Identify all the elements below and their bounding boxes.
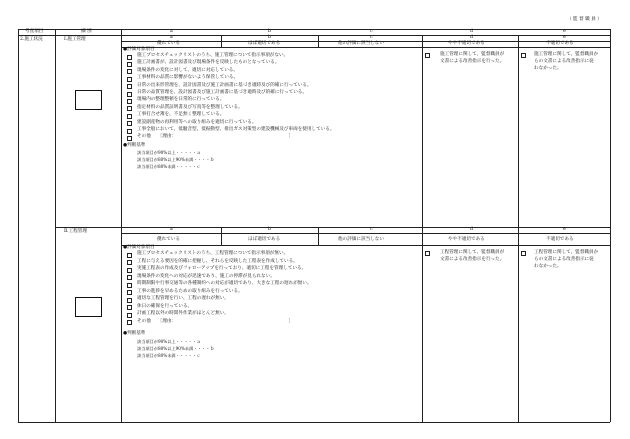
s2-label-e: 不適切である bbox=[546, 237, 574, 242]
s1-label-b: ほぼ適切である bbox=[248, 41, 281, 46]
s2-criteria-b: 該当項目が80%以上90%未満・・・・ｂ bbox=[137, 346, 215, 351]
s1-e-text-1: 施工管理に関して、監督職員か bbox=[534, 52, 599, 57]
eval-item-text: 休日の確保を行っている。 bbox=[137, 303, 193, 309]
s1-letter-e: e bbox=[563, 35, 566, 40]
s2-e-text-1: 工程管理に関して、監督職員か bbox=[534, 250, 599, 255]
s2-criteria-c: 該当項目が80%未満・・・・・ｃ bbox=[137, 353, 201, 358]
eval-item-checkbox[interactable] bbox=[127, 62, 132, 67]
s1-label-d: やや不適切である bbox=[448, 41, 485, 46]
header-grade-e: e bbox=[563, 29, 566, 34]
header-grade-b: b bbox=[268, 29, 271, 34]
section-1-grade-box[interactable] bbox=[75, 90, 102, 110]
s1-letter-a: a bbox=[170, 35, 173, 40]
eval-item-checkbox[interactable] bbox=[127, 55, 132, 60]
eval-item-text: 日常の品質管理を、設計図書及び施工計画書に基づき適時及び的確に行っている。 bbox=[137, 90, 307, 95]
eval-item-checkbox[interactable] bbox=[127, 69, 132, 74]
s1-criteria-a: 該当項目が90%以上・・・・・ａ bbox=[137, 150, 201, 155]
s2-d-text-1: 工程管理に関して、監督職員が bbox=[440, 250, 505, 255]
eval-item-text: 適切な工程管理を行い、工程の遅れが無い。 bbox=[137, 296, 229, 301]
eval-item-checkbox[interactable] bbox=[127, 283, 132, 288]
s2-grade-div2 bbox=[318, 227, 319, 245]
s1-e-text-2: らの文書による改善指示に従 bbox=[534, 59, 594, 64]
col-divider-detail bbox=[121, 29, 122, 422]
s1-criteria-c: 該当項目が80%未満・・・・・ｃ bbox=[137, 164, 201, 169]
s1-letter-c: c bbox=[370, 35, 373, 40]
s2-letter-b: b bbox=[268, 227, 271, 232]
eval-item-text: 指定材料の品質証明書及び写真等を整理している。 bbox=[137, 104, 243, 110]
s2-checkbox-e[interactable] bbox=[521, 251, 526, 256]
eval-item-checkbox[interactable] bbox=[127, 320, 132, 325]
eval-item-text: 時期制限や行事交通等の各種制約への対応が適切であり、大きな工程の遅れが無い。 bbox=[137, 281, 312, 286]
s1-checkbox-e[interactable] bbox=[521, 53, 526, 58]
eval-item-text: その他 ［理由： ］ bbox=[137, 134, 294, 140]
s1-col-div-e bbox=[518, 35, 519, 227]
s2-e-text-3: わなかった。 bbox=[534, 264, 562, 269]
col-divider-item bbox=[55, 29, 56, 422]
s1-e-text-3: わなかった。 bbox=[534, 66, 562, 71]
s2-letter-a: a bbox=[170, 227, 173, 232]
s2-criteria-a: 該当項目が90%以上・・・・・ａ bbox=[137, 339, 201, 344]
table-left-border bbox=[18, 29, 19, 422]
eval-item-text: 施工計画書が、設計図書及び現場条件を反映したものとなっている。 bbox=[137, 60, 280, 66]
table-top-border bbox=[18, 29, 610, 30]
s2-eval-heading: ●評価対象項目 bbox=[123, 245, 155, 250]
eval-item-checkbox[interactable] bbox=[127, 275, 132, 280]
s2-letter-d: d bbox=[470, 227, 473, 232]
s2-grade-row-line2 bbox=[121, 245, 610, 246]
eval-item-checkbox[interactable] bbox=[127, 260, 132, 265]
s2-label-c: 他の評価に該当しない bbox=[338, 237, 384, 242]
eval-item-text: 建設副産物の再利用等への取り組みを適切に行っている。 bbox=[137, 119, 257, 125]
s2-letter-e: e bbox=[563, 227, 566, 232]
eval-item-checkbox[interactable] bbox=[127, 290, 132, 295]
eval-item-checkbox[interactable] bbox=[127, 298, 132, 303]
s2-letter-c: c bbox=[370, 227, 373, 232]
s1-checkbox-d[interactable] bbox=[425, 53, 430, 58]
eval-item-text: 工事全般において、低騒音型、低振動型、排出ガス対策型の建設機械及び車両を使用している。 bbox=[137, 127, 335, 132]
eval-item-checkbox[interactable] bbox=[127, 268, 132, 273]
eval-item-checkbox[interactable] bbox=[127, 305, 132, 310]
table-right-border bbox=[610, 29, 611, 422]
eval-item-text: 計画工程以外の時間外作業がほとんど無い。 bbox=[137, 311, 229, 316]
header-grade-d: d bbox=[470, 29, 473, 34]
category-label: 2.施工状況 bbox=[20, 37, 43, 42]
eval-item-checkbox[interactable] bbox=[127, 253, 132, 258]
section-2-grade-box[interactable] bbox=[75, 297, 102, 317]
s1-letter-d: d bbox=[470, 35, 473, 40]
s1-d-text-2: 文書による改善指示を行った。 bbox=[440, 59, 505, 64]
s2-criteria-heading: ●判断基準 bbox=[123, 331, 146, 336]
table-bottom-border bbox=[18, 422, 610, 423]
s1-col-div-d bbox=[422, 35, 423, 227]
eval-item-checkbox[interactable] bbox=[127, 136, 132, 141]
eval-item-text: その他 ［理由： ］ bbox=[137, 318, 294, 324]
s1-criteria-b: 該当項目が80%以上90%未満・・・・ｂ bbox=[137, 157, 215, 162]
s2-label-b: ほぼ適切である bbox=[248, 237, 281, 242]
eval-item-checkbox[interactable] bbox=[127, 114, 132, 119]
section-divider bbox=[55, 227, 610, 228]
eval-item-text: 現場内の整理整頓を日常的に行っている。 bbox=[137, 97, 225, 103]
s2-col-div-e bbox=[518, 227, 519, 422]
s1-eval-heading: ●評価対象項目 bbox=[123, 47, 155, 52]
s1-grade-row-line2 bbox=[121, 47, 610, 48]
s2-col-div-d bbox=[422, 227, 423, 422]
s2-label-a: 優れている bbox=[157, 237, 180, 242]
eval-item-text: 現場条件の変化に対して、適切に対応している。 bbox=[137, 67, 238, 73]
s2-grade-div1 bbox=[221, 227, 222, 245]
eval-item-checkbox[interactable] bbox=[127, 77, 132, 82]
eval-item-checkbox[interactable] bbox=[127, 84, 132, 89]
eval-item-checkbox[interactable] bbox=[127, 106, 132, 111]
header-grade-c: c bbox=[370, 29, 373, 34]
s2-checkbox-d[interactable] bbox=[425, 251, 430, 256]
header-row-border bbox=[18, 35, 610, 36]
eval-item-text: 現場条件の変化への対応が迅速であり、施工の停滞が見られない。 bbox=[137, 273, 275, 279]
section-2-title: Ⅱ.工程管理 bbox=[64, 229, 87, 234]
s1-criteria-heading: ●判断基準 bbox=[123, 143, 146, 148]
eval-item-text: 施工プロセスチェックリストのうち、施工管理について指示事項がない。 bbox=[137, 53, 289, 58]
s2-grade-row-line1 bbox=[121, 233, 610, 234]
header-detail: 細 別 bbox=[81, 29, 92, 34]
s1-grade-div2 bbox=[318, 35, 319, 47]
s1-label-c: 他の評価に該当しない bbox=[338, 41, 384, 46]
s1-label-a: 優れている bbox=[157, 41, 180, 46]
eval-item-text: 施工プロセスチェックリストのうち、工程管理について指示事項が無い。 bbox=[137, 251, 289, 256]
header-note: （ 監 督 職 員 ） bbox=[567, 17, 602, 22]
eval-item-checkbox[interactable] bbox=[127, 313, 132, 318]
s1-grade-div1 bbox=[221, 35, 222, 47]
section-1-title: Ⅰ.施工管理 bbox=[64, 37, 86, 42]
s2-label-d: やや不適切である bbox=[448, 237, 485, 242]
eval-item-text: 工程に与える要因を的確に把握し、それらを反映した工程表を作成している。 bbox=[137, 258, 298, 264]
eval-item-checkbox[interactable] bbox=[127, 92, 132, 97]
header-grade-a: a bbox=[170, 29, 173, 34]
eval-item-checkbox[interactable] bbox=[127, 121, 132, 126]
s1-letter-b: b bbox=[268, 35, 271, 40]
s2-e-text-2: らの文書による改善指示に従 bbox=[534, 257, 594, 262]
eval-item-text: 工事材料の品質に影響がないよう保管している。 bbox=[137, 75, 239, 81]
s1-label-e: 不適切である bbox=[546, 41, 574, 46]
eval-item-text: 工事打合せ簿を、不足無く整理している。 bbox=[137, 112, 225, 118]
s1-d-text-1: 施工管理に関して、監督職員が bbox=[440, 52, 505, 57]
eval-item-text: 実施工程表の作成及びフォローアップを行っており、適切に工程を管理している。 bbox=[137, 266, 307, 271]
eval-item-text: 日常の出来形管理を、設計図書及び施工計画書に基づき適時及び的確に行っている。 bbox=[137, 82, 312, 88]
eval-item-checkbox[interactable] bbox=[127, 99, 132, 104]
s2-d-text-2: 文書による改善指示を行った。 bbox=[440, 257, 505, 262]
eval-item-checkbox[interactable] bbox=[127, 129, 132, 134]
eval-item-text: 工事の進捗を早めるための取り組みを行っている。 bbox=[137, 288, 243, 294]
header-item: 考査項目 bbox=[25, 29, 44, 34]
